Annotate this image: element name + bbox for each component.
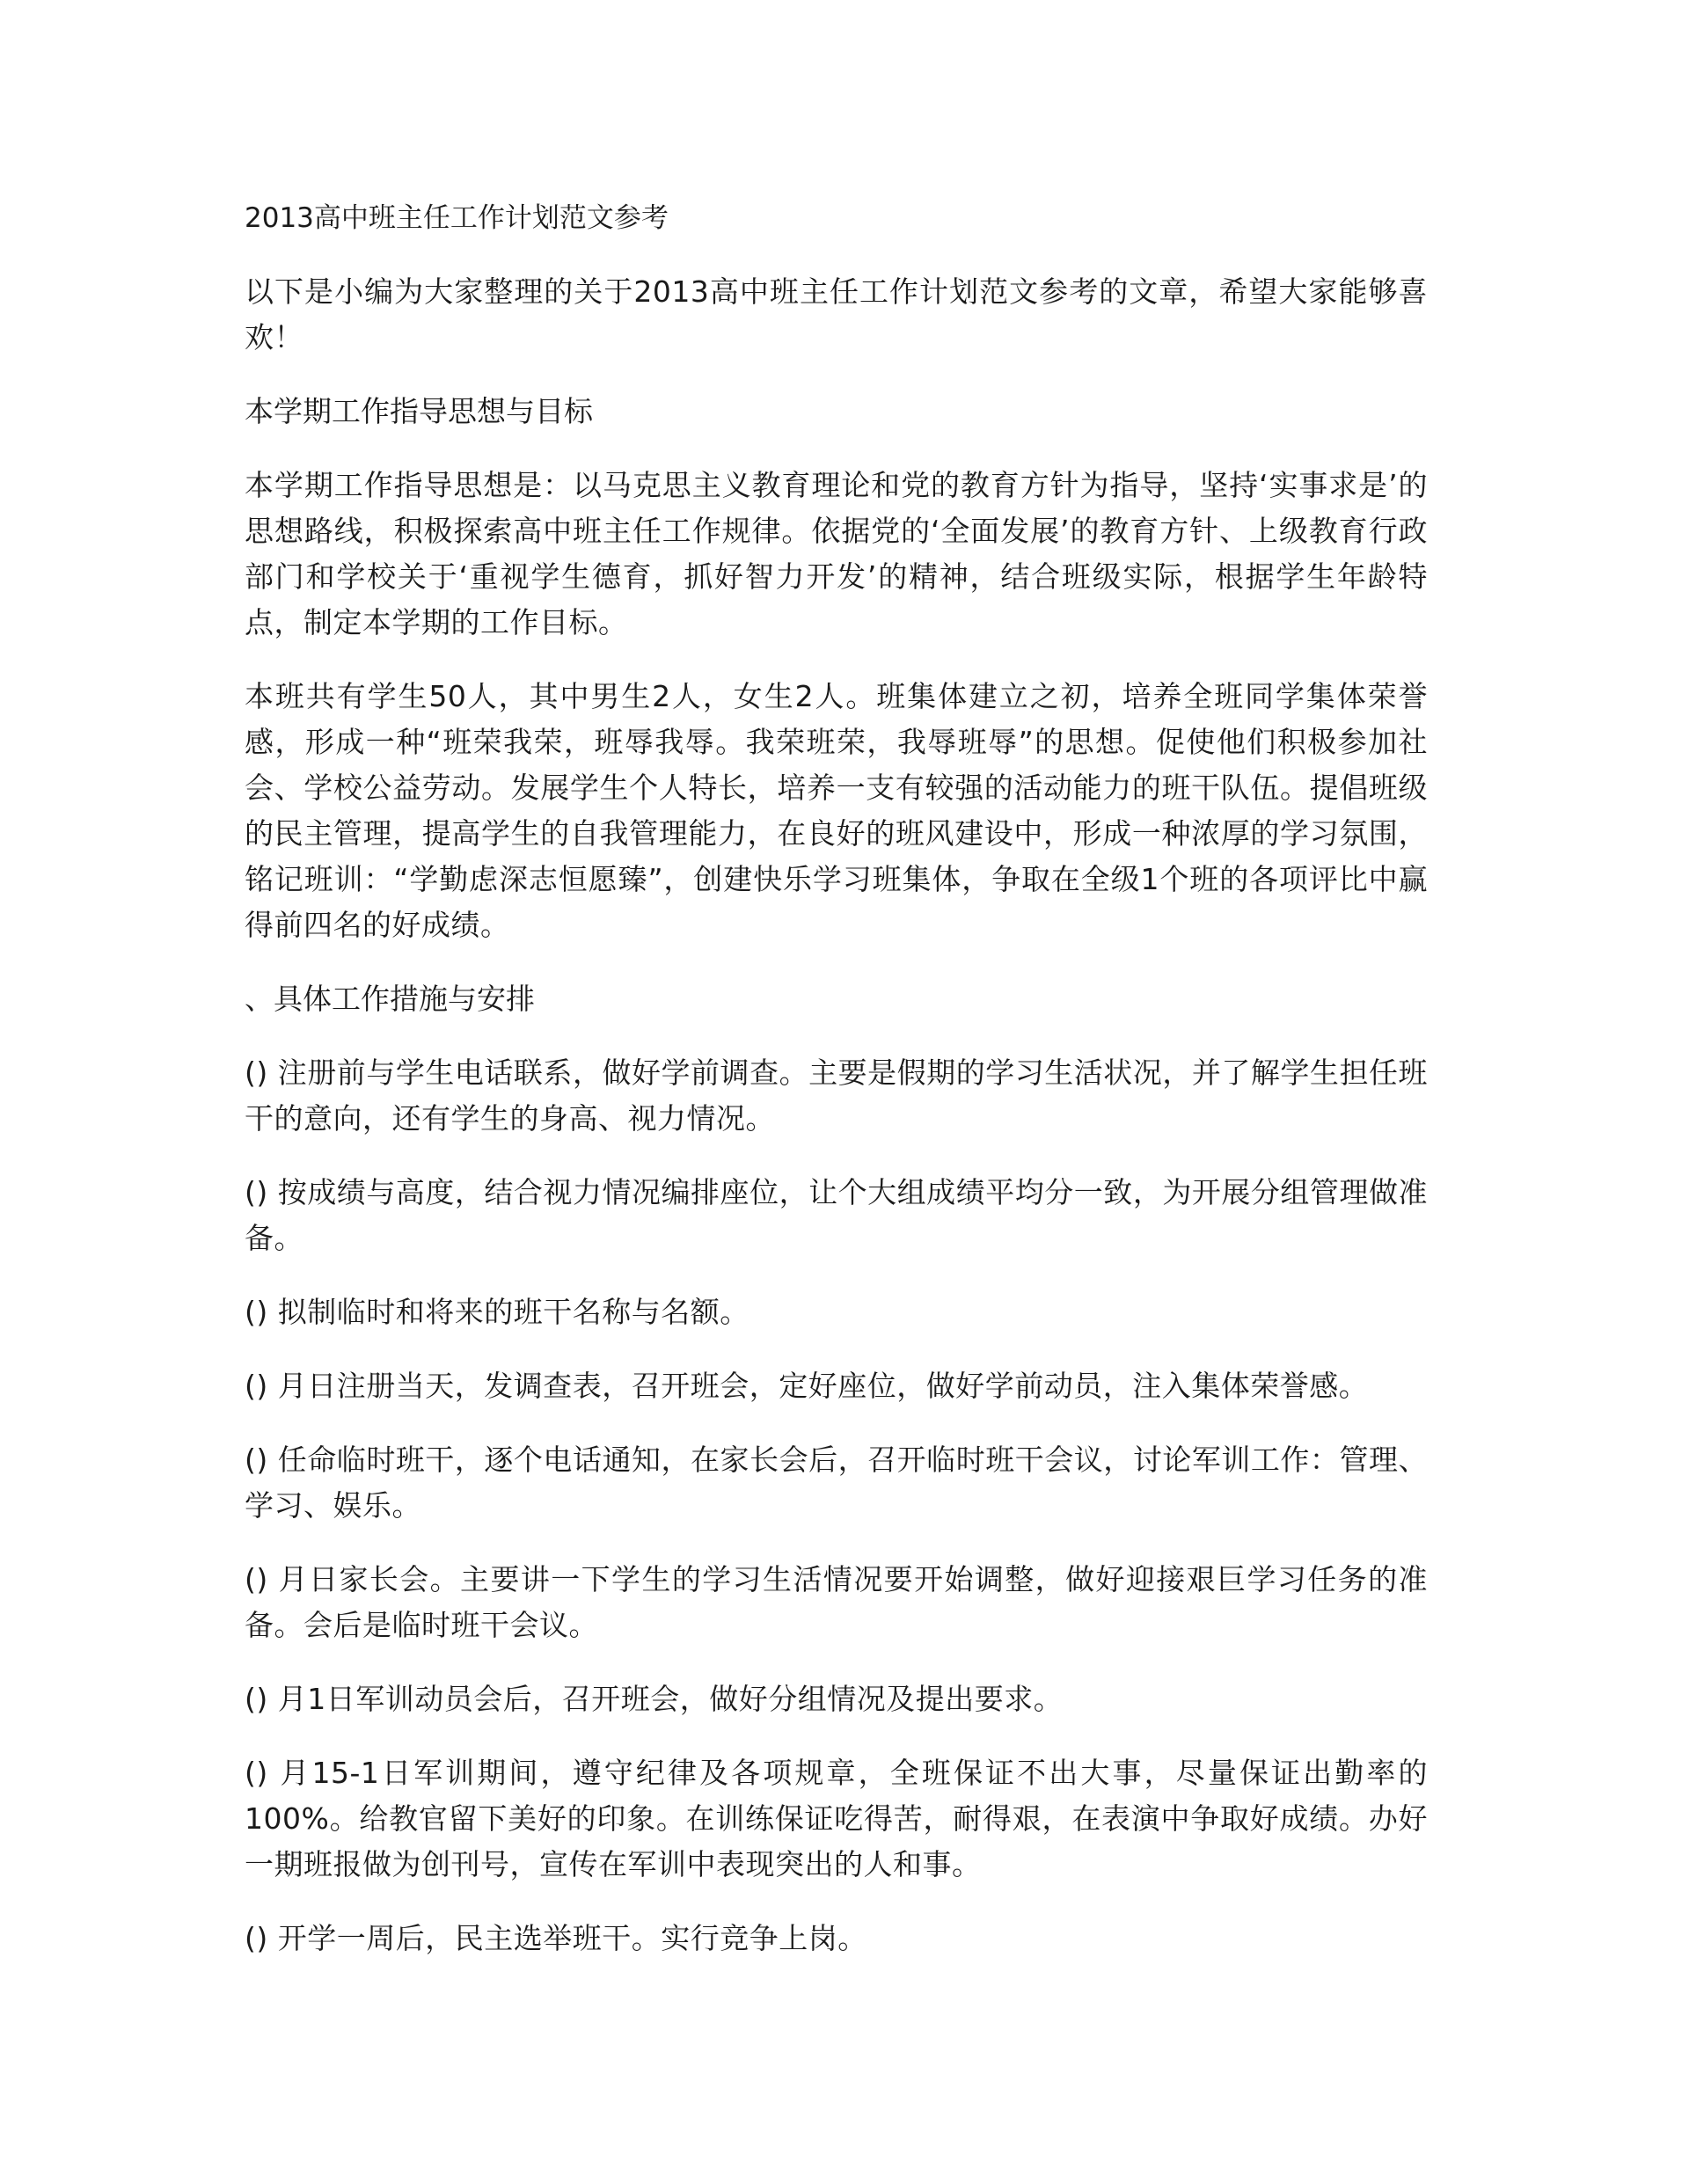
measure-item: () 拟制临时和将来的班干名称与名额。 bbox=[245, 1295, 749, 1329]
measure-item: () 任命临时班干，逐个电话通知，在家长会后，召开临时班干会议，讨论军训工作：管理、学习、娱乐。 bbox=[245, 1443, 1428, 1523]
intro-paragraph: 以下是小编为大家整理的关于2013高中班主任工作计划范文参考的文章，希望大家能够喜欢！ bbox=[245, 274, 1428, 354]
guiding-ideas-paragraph: 本学期工作指导思想是：以马克思主义教育理论和党的教育方针为指导，坚持‘实事求是’的思想路线，积极探索高中班主任工作规律。依据党的‘全面发展’的教育方针、上级教育行政部门和学校关于‘重视学生德育，抓好智力开发’的精神，结合班级实际，根据学生年龄特点，制定本学期的工作目标。 bbox=[245, 468, 1428, 639]
measure-item: () 开学一周后，民主选举班干。实行竞争上岗。 bbox=[245, 1921, 867, 1955]
measure-item: () 月日家长会。主要讲一下学生的学习生活情况要开始调整，做好迎接艰巨学习任务的准备。会后是临时班干会议。 bbox=[245, 1562, 1428, 1642]
document-title: 2013高中班主任工作计划范文参考 bbox=[245, 202, 669, 234]
section-heading-guiding-ideas: 本学期工作指导思想与目标 bbox=[245, 394, 593, 428]
measure-item: () 月日注册当天，发调查表，召开班会，定好座位，做好学前动员，注入集体荣誉感。 bbox=[245, 1369, 1369, 1403]
measure-item: () 按成绩与高度，结合视力情况编排座位，让个大组成绩平均分一致，为开展分组管理做准备。 bbox=[245, 1175, 1428, 1255]
measure-item: () 月15-1日军训期间，遵守纪律及各项规章，全班保证不出大事，尽量保证出勤率的100%。给教官留下美好的印象。在训练保证吃得苦，耐得艰，在表演中争取好成绩。办好一期班报做为创刊号，宣传在军训中表现突出的人和事。 bbox=[245, 1756, 1428, 1881]
document-page bbox=[245, 195, 1428, 1990]
class-goals-paragraph: 本班共有学生50人，其中男生2人，女生2人。班集体建立之初，培养全班同学集体荣誉感，形成一种“班荣我荣，班辱我辱。我荣班荣，我辱班辱”的思想。促使他们积极参加社会、学校公益劳动。发展学生个人特长，培养一支有较强的活动能力的班干队伍。提倡班级的民主管理，提高学生的自我管理能力，在良好的班风建设中，形成一种浓厚的学习氛围，铭记班训：“学勤虑深志恒愿臻”，创建快乐学习班集体，争取在全级1个班的各项评比中赢得前四名的好成绩。 bbox=[245, 679, 1428, 942]
measure-item: () 注册前与学生电话联系，做好学前调查。主要是假期的学习生活状况，并了解学生担任班干的意向，还有学生的身高、视力情况。 bbox=[245, 1055, 1428, 1136]
measure-item: () 月1日军训动员会后，召开班会，做好分组情况及提出要求。 bbox=[245, 1682, 1064, 1716]
section-heading-measures: 、具体工作措施与安排 bbox=[245, 982, 535, 1016]
